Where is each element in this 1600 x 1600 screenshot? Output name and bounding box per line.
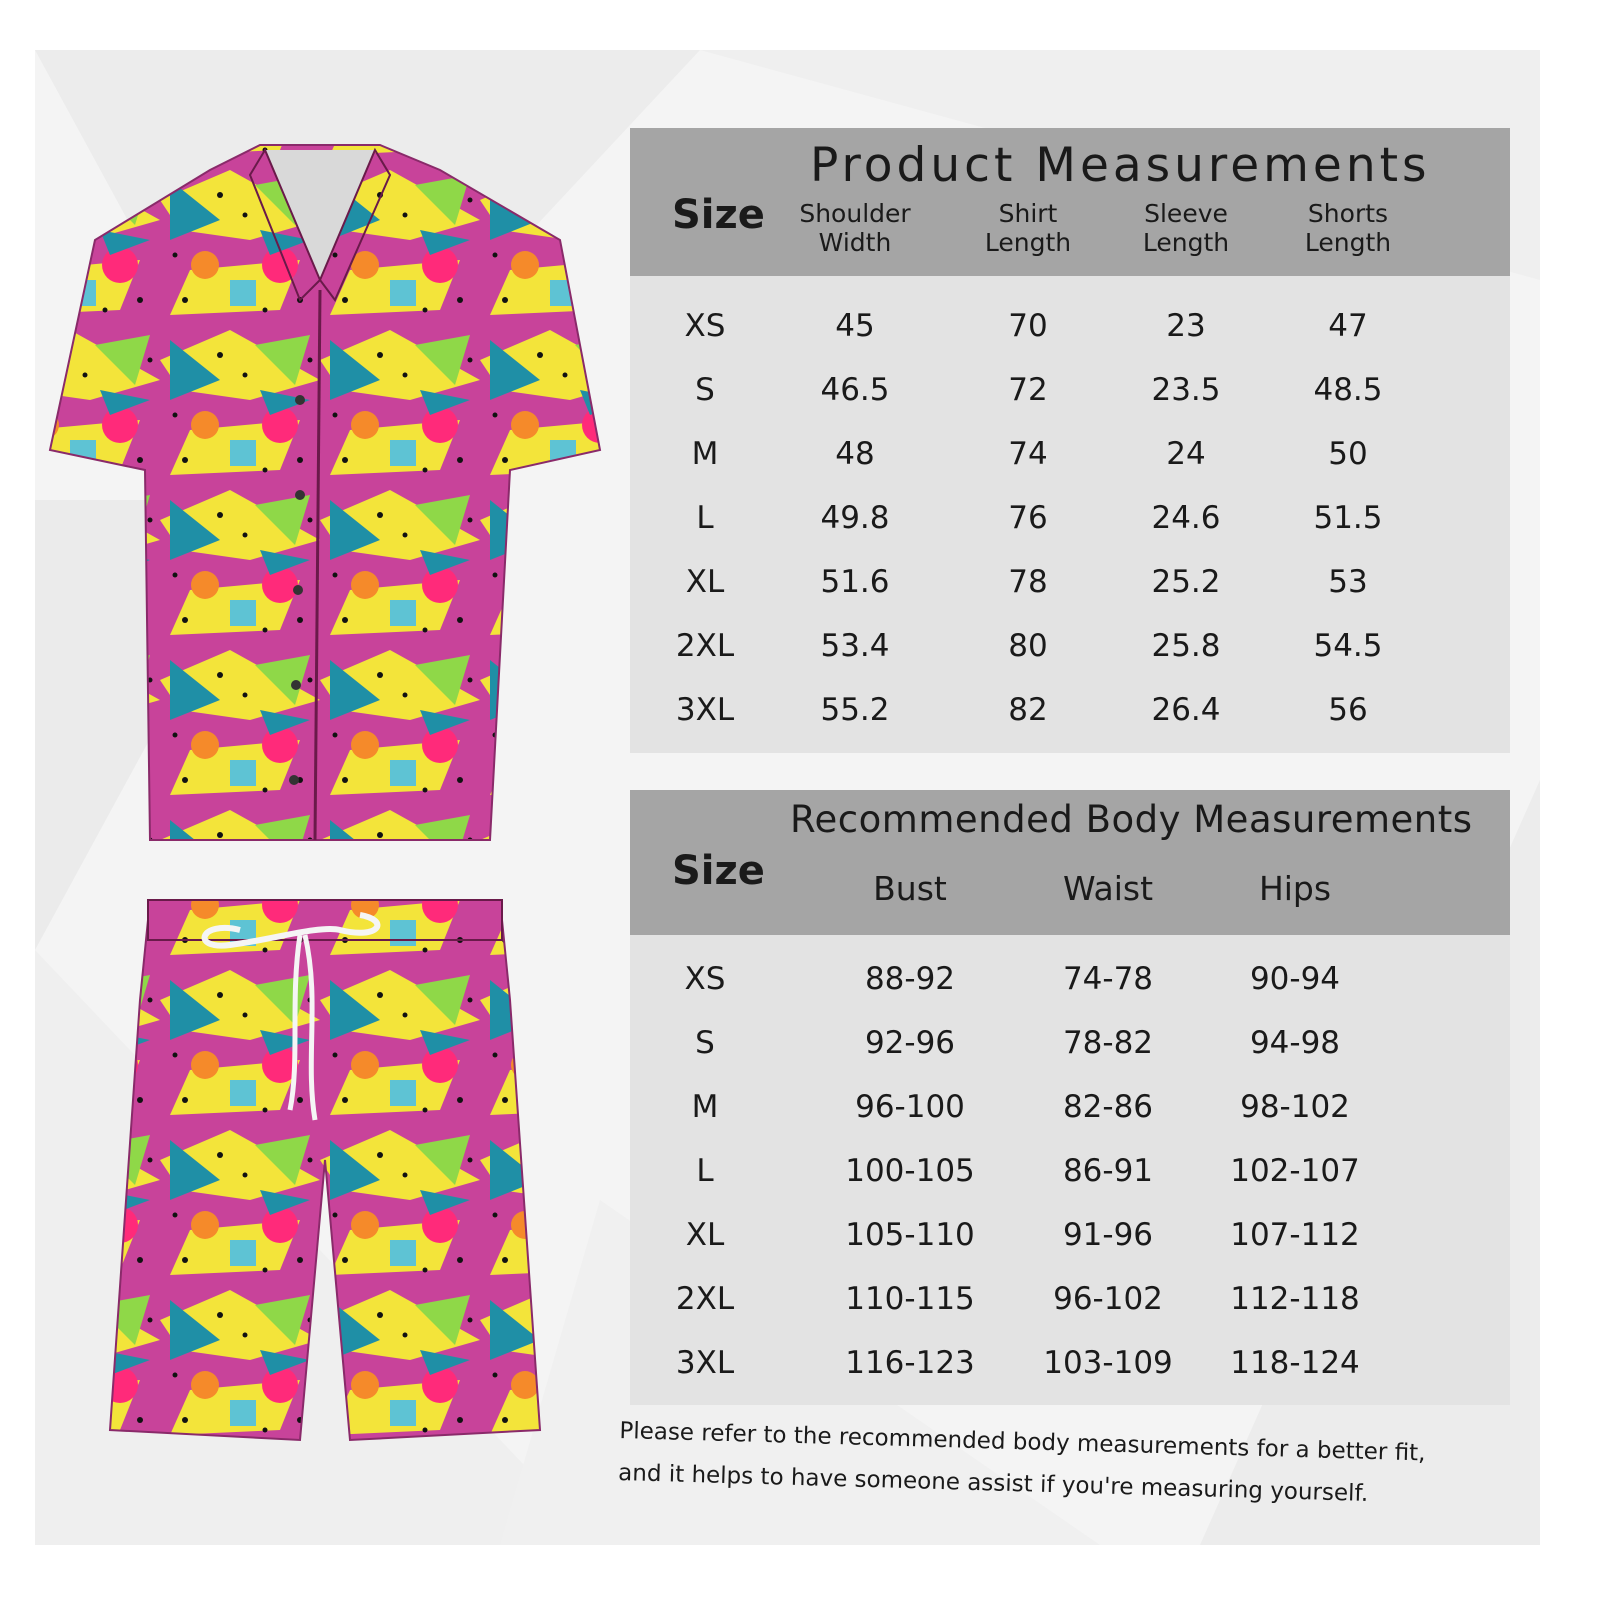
waist-cell: 86-91: [1062, 1153, 1154, 1189]
size-cell: M: [691, 1089, 719, 1125]
shorts-length-cell: 56: [1328, 692, 1368, 728]
fit-advice-line-1: Please refer to the recommended body measurements for a better fit,: [619, 1417, 1426, 1467]
table-row: [630, 1267, 1510, 1331]
shorts-length-cell: 54.5: [1313, 628, 1383, 664]
bust-cell: 92-96: [864, 1025, 956, 1061]
hips-cell: 94-98: [1249, 1025, 1341, 1061]
waist-cell: 103-109: [1043, 1345, 1173, 1381]
product-photo: [0, 0, 640, 1600]
table-title: Recommended Body Measurements: [790, 798, 1473, 841]
shoulder-width-cell: 46.5: [820, 372, 890, 408]
shorts-length-cell: 53: [1328, 564, 1368, 600]
table-row: [630, 486, 1510, 550]
table-row: [630, 678, 1510, 742]
product-measurements-table: [630, 128, 1510, 753]
size-cell: XS: [684, 961, 726, 997]
bust-cell: 100-105: [845, 1153, 975, 1189]
shorts-illustration: [110, 900, 540, 1440]
waist-cell: 91-96: [1062, 1217, 1154, 1253]
hips-cell: 102-107: [1230, 1153, 1360, 1189]
hips-cell: 90-94: [1249, 961, 1341, 997]
hips-cell: 107-112: [1230, 1217, 1360, 1253]
shirt-illustration: [50, 145, 600, 840]
shirt-length-cell: 74: [1008, 436, 1048, 472]
shoulder-width-cell: 45: [835, 308, 875, 344]
shoulder-width-cell: 49.8: [820, 500, 890, 536]
waist-cell: 78-82: [1062, 1025, 1154, 1061]
hips-cell: 118-124: [1230, 1345, 1360, 1381]
size-cell: L: [696, 1153, 714, 1189]
shorts-length-cell: 48.5: [1313, 372, 1383, 408]
size-cell: M: [691, 436, 719, 472]
table-row: [630, 550, 1510, 614]
table-header: [630, 790, 1510, 935]
table-title: Product Measurements: [810, 138, 1431, 193]
sleeve-length-cell: 25.8: [1151, 628, 1221, 664]
size-cell: XL: [685, 564, 725, 600]
sleeve-length-cell: 24.6: [1151, 500, 1221, 536]
shorts-length-cell: 47: [1328, 308, 1368, 344]
size-cell: L: [696, 500, 714, 536]
size-cell: 3XL: [675, 1345, 735, 1381]
waist-cell: 82-86: [1062, 1089, 1154, 1125]
table-body: [630, 276, 1510, 753]
shirt-length-cell: 82: [1008, 692, 1048, 728]
table-row: [630, 294, 1510, 358]
table-row: [630, 1203, 1510, 1267]
bust-cell: 96-100: [855, 1089, 965, 1125]
body-measurements-table: [630, 790, 1510, 1405]
size-cell: S: [695, 372, 715, 408]
shorts-length-cell: 51.5: [1313, 500, 1383, 536]
size-cell: XL: [685, 1217, 725, 1253]
size-cell: 3XL: [675, 692, 735, 728]
bust-cell: 88-92: [864, 961, 956, 997]
hips-cell: 112-118: [1230, 1281, 1360, 1317]
sleeve-length-cell: 26.4: [1151, 692, 1221, 728]
table-row: [630, 1011, 1510, 1075]
bust-cell: 110-115: [845, 1281, 975, 1317]
table-row: [630, 614, 1510, 678]
shorts-length-cell: 50: [1328, 436, 1368, 472]
size-column-header: Size: [672, 192, 765, 238]
size-cell: 2XL: [675, 628, 735, 664]
table-row: [630, 358, 1510, 422]
waist-cell: 74-78: [1062, 961, 1154, 997]
size-cell: XS: [684, 308, 726, 344]
waist-cell: 96-102: [1053, 1281, 1163, 1317]
fit-advice-line-2: and it helps to have someone assist if you're measuring yourself.: [617, 1459, 1369, 1507]
shoulder-width-cell: 48: [835, 436, 875, 472]
size-cell: 2XL: [675, 1281, 735, 1317]
sleeve-length-cell: 25.2: [1151, 564, 1221, 600]
table-row: [630, 1139, 1510, 1203]
column-header-sleeve-length: Sleeve Length: [1142, 199, 1230, 257]
table-row: [630, 422, 1510, 486]
column-header-shoulder-width: Shoulder Width: [799, 199, 911, 257]
size-cell: S: [695, 1025, 715, 1061]
shirt-length-cell: 70: [1008, 308, 1048, 344]
table-row: [630, 1331, 1510, 1395]
column-header-hips: Hips: [1258, 869, 1332, 908]
column-header-waist: Waist: [1062, 869, 1154, 908]
shoulder-width-cell: 53.4: [820, 628, 890, 664]
sleeve-length-cell: 23: [1166, 308, 1206, 344]
table-header: [630, 128, 1510, 276]
shirt-length-cell: 72: [1008, 372, 1048, 408]
shirt-length-cell: 80: [1008, 628, 1048, 664]
column-header-bust: Bust: [873, 869, 947, 908]
shirt-length-cell: 76: [1008, 500, 1048, 536]
size-column-header: Size: [672, 848, 765, 894]
shoulder-width-cell: 51.6: [820, 564, 890, 600]
bust-cell: 105-110: [845, 1217, 975, 1253]
hips-cell: 98-102: [1240, 1089, 1350, 1125]
column-header-shirt-length: Shirt Length: [984, 199, 1072, 257]
sleeve-length-cell: 24: [1166, 436, 1206, 472]
column-header-shorts-length: Shorts Length: [1304, 199, 1392, 257]
shirt-length-cell: 78: [1008, 564, 1048, 600]
shoulder-width-cell: 55.2: [820, 692, 890, 728]
bust-cell: 116-123: [845, 1345, 975, 1381]
table-body: [630, 935, 1510, 1405]
sleeve-length-cell: 23.5: [1151, 372, 1221, 408]
table-row: [630, 1075, 1510, 1139]
table-row: [630, 947, 1510, 1011]
